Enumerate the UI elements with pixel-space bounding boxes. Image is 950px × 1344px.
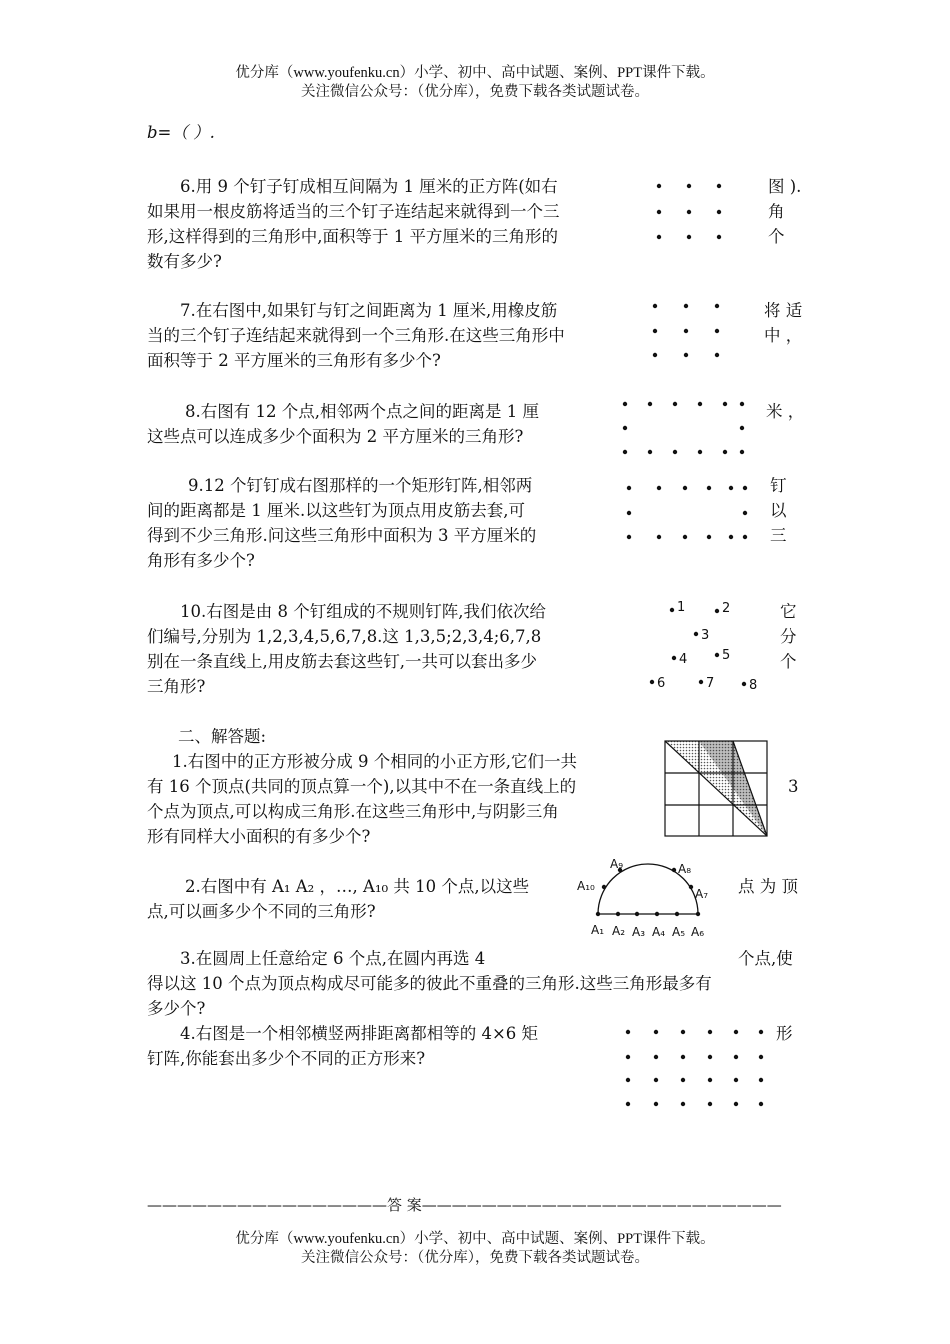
q7-side-text <box>764 298 802 348</box>
p4-4x6-dot-array <box>616 1022 776 1114</box>
nail-label: 2 <box>722 601 731 616</box>
answer-question-3 <box>147 946 712 1021</box>
header-line-2: 关注微信公众号：（优分库），免费下载各类试题试卷。 <box>301 84 649 100</box>
point-label: A₈ <box>678 862 692 876</box>
nail-label: 5 <box>722 648 731 663</box>
q7-line: 面积等于 2 平方厘米的三角形有多少个? <box>147 351 441 370</box>
q7-line: 7.在右图中,如果钉与钉之间距离为 1 厘米,用橡皮筋 <box>180 301 558 320</box>
q8-line: 8.右图有 12 个点,相邻两个点之间的距离是 1 厘 <box>185 402 539 421</box>
q7-side-line: 将 适 <box>764 301 803 320</box>
q9-dot-grid <box>618 478 758 546</box>
q9-line: 得到不少三角形.问这些三角形中面积为 3 平方厘米的 <box>147 526 537 545</box>
q6-line: 6.用 9 个钉子钉成相互间隔为 1 厘米的正方阵(如右 <box>180 177 558 196</box>
question-7 <box>147 298 565 373</box>
answer-question-1 <box>147 749 577 849</box>
q10-line: 三角形? <box>147 677 206 696</box>
question-9 <box>147 473 536 573</box>
answer-divider: ————————————————答 案———————————————————————— <box>147 1196 782 1214</box>
footer <box>0 1230 950 1268</box>
q10-irregular-nail-array <box>640 594 770 694</box>
q8-side-line: 米 ， <box>766 402 805 421</box>
q8-line: 这些点可以连成多少个面积为 2 平方厘米的三角形? <box>147 427 524 446</box>
nail-label: 8 <box>749 678 758 693</box>
nail-label: 7 <box>706 676 715 691</box>
p4-line: 4.右图是一个相邻横竖两排距离都相等的 4×6 矩 <box>180 1024 539 1043</box>
nail-dot <box>687 184 691 188</box>
q10-side-line: 它 <box>780 602 797 621</box>
q6-side-line: 角 <box>768 202 785 221</box>
q10-line: 别在一条直线上,用皮筋去套这些钉,一共可以套出多少 <box>147 652 537 671</box>
q10-line: 10.右图是由 8 个钉组成的不规则钉阵,我们依次给 <box>180 602 546 621</box>
p1-square-grid-figure <box>664 740 770 838</box>
top-fragment: b=（ ）. <box>147 123 215 142</box>
q6-line: 如果用一根皮筋将适当的三个钉子连结起来就得到一个三 <box>147 202 560 221</box>
q9-line: 间的距离都是 1 厘米.以这些钉为顶点用皮筋去套,可 <box>147 501 525 520</box>
q10-line: 们编号,分别为 1,2,3,4,5,6,7,8.这 1,3,5;2,3,4;6,7,8 <box>147 627 542 646</box>
p3-line: 得以这 10 个点为顶点构成尽可能多的彼此不重叠的三角形.这些三角形最多有 <box>147 974 712 993</box>
q7-dot-grid <box>644 298 734 364</box>
q10-side-text <box>780 599 797 674</box>
p1-line: 个点为顶点,可以构成三角形.在这些三角形中,与阴影三角 <box>147 802 559 821</box>
answer-question-4 <box>147 1021 538 1071</box>
nail-dot <box>657 210 661 214</box>
answer-question-2 <box>147 874 529 924</box>
point-label: A₇ <box>695 887 709 901</box>
q6-side-line: 图 ). <box>768 177 802 196</box>
point-label: A₅ <box>672 925 686 939</box>
p3-side-text: 个点,使 <box>738 949 793 968</box>
nail-dot <box>657 235 661 239</box>
q6-line: 数有多少? <box>147 252 222 271</box>
p1-line: 形有同样大小面积的有多少个? <box>147 827 371 846</box>
point-label: A₃ <box>632 925 646 939</box>
p1-line: 有 16 个顶点(共同的顶点算一个),以其中不在一条直线上的 <box>147 777 577 796</box>
p3-line: 多少个? <box>147 999 206 1018</box>
nail-label: 4 <box>679 652 688 667</box>
q8-side-text <box>766 399 804 424</box>
question-6 <box>147 174 560 274</box>
nail-label: 3 <box>701 628 710 643</box>
q6-dot-grid <box>648 178 738 248</box>
q6-side-text <box>768 174 801 249</box>
point-label: A₉ <box>610 857 624 871</box>
nail-dot <box>687 235 691 239</box>
header-line-1: 优分库（www.youfenku.cn）小学、初中、高中试题、案例、PPT课件下载。 <box>235 65 715 81</box>
q9-side-line: 以 <box>770 501 787 520</box>
nail-dot <box>657 184 661 188</box>
nail-dot <box>717 184 721 188</box>
nail-dot <box>687 210 691 214</box>
p2-side-text: 点 为 顶 <box>738 877 798 896</box>
q10-side-line: 分 <box>780 627 797 646</box>
p2-line: 点,可以画多少个不同的三角形? <box>147 902 376 921</box>
q9-line: 9.12 个钉钉成右图那样的一个矩形钉阵,相邻两 <box>188 476 533 495</box>
q8-dot-grid <box>614 396 754 460</box>
p2-semicircle-figure <box>574 854 724 940</box>
point-label: A₄ <box>652 925 666 939</box>
p3-line: 3.在圆周上任意给定 6 个点,在圆内再选 4 <box>180 949 486 968</box>
section-2-title: 二、解答题: <box>178 727 267 746</box>
nail-label: 6 <box>657 676 666 691</box>
header <box>0 64 950 102</box>
p1-side-text: 3 <box>788 777 799 796</box>
point-label: A₁₀ <box>577 879 595 893</box>
q7-line: 当的三个钉子连结起来就得到一个三角形.在这些三角形中 <box>147 326 565 345</box>
q6-line: 形,这样得到的三角形中,面积等于 1 平方厘米的三角形的 <box>147 227 558 246</box>
q10-side-line: 个 <box>780 652 797 671</box>
nail-dot <box>717 235 721 239</box>
point-label: A₆ <box>691 925 705 939</box>
q9-side-text <box>770 473 787 548</box>
nail-label: 1 <box>677 600 686 615</box>
footer-line-1: 优分库（www.youfenku.cn）小学、初中、高中试题、案例、PPT课件下载。 <box>235 1231 715 1247</box>
p1-line: 1.右图中的正方形被分成 9 个相同的小正方形,它们一共 <box>172 752 577 771</box>
q9-side-line: 三 <box>770 526 787 545</box>
p4-side-text: 形 <box>776 1024 793 1043</box>
p4-line: 钉阵,你能套出多少个不同的正方形来? <box>147 1049 426 1068</box>
point-label: A₁ <box>591 923 605 937</box>
footer-line-2: 关注微信公众号：（优分库），免费下载各类试题试卷。 <box>301 1250 649 1266</box>
q9-line: 角形有多少个? <box>147 551 255 570</box>
point-label: A₂ <box>612 924 626 938</box>
nail-dot <box>717 210 721 214</box>
p2-line: 2.右图中有 A₁ A₂ ，…, A₁₀ 共 10 个点,以这些 <box>185 877 530 896</box>
q6-side-line: 个 <box>768 227 785 246</box>
question-8 <box>147 399 539 449</box>
q7-side-line: 中 ， <box>764 326 803 345</box>
question-10 <box>147 599 546 699</box>
q9-side-line: 钉 <box>770 476 787 495</box>
